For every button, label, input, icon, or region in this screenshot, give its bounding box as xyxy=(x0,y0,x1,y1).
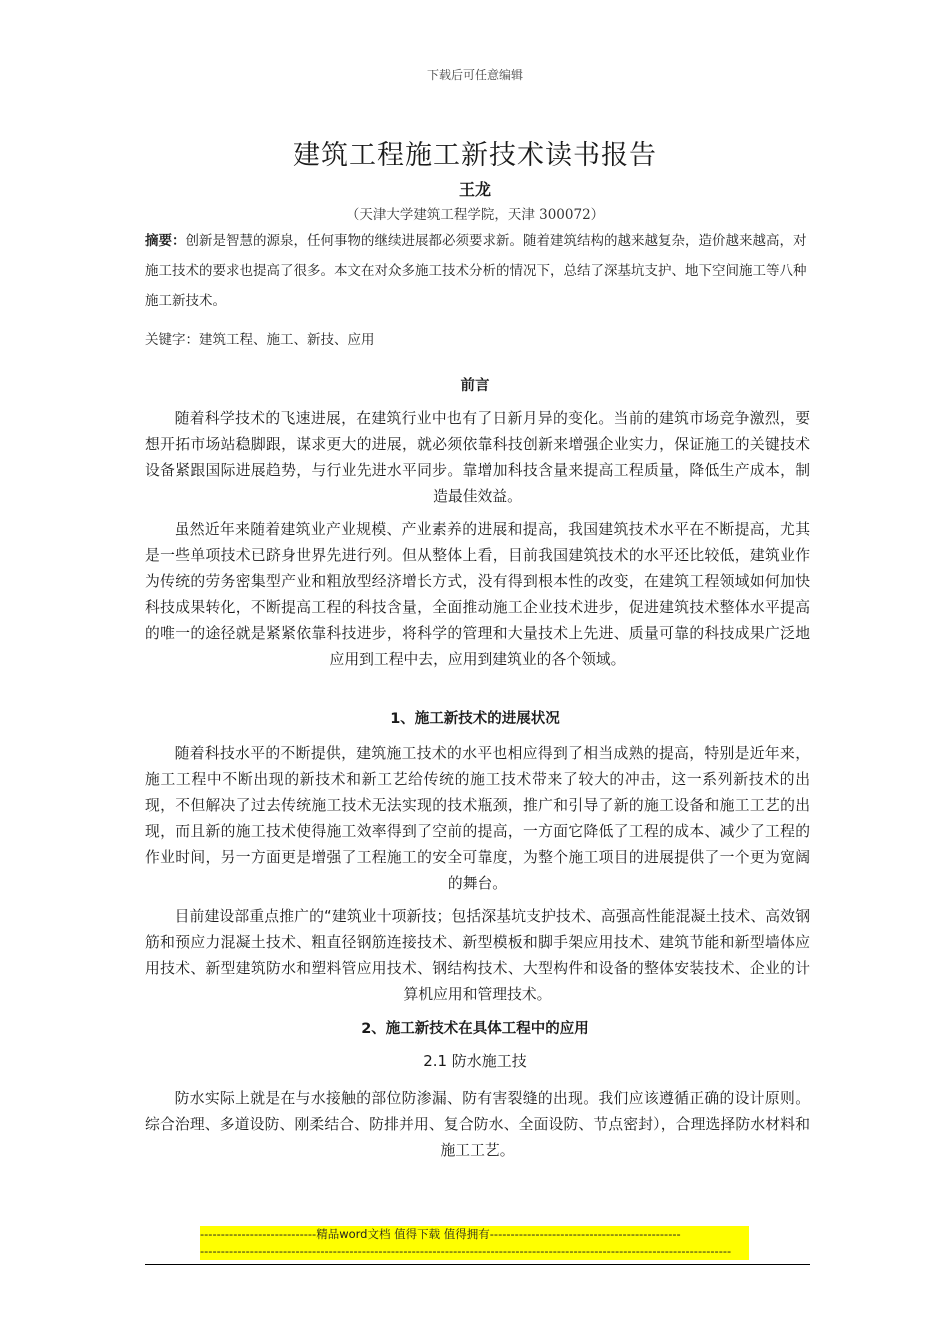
section-2-heading: 2、施工新技术在具体工程中的应用 xyxy=(361,1021,589,1037)
keywords: 关键字：建筑工程、施工、新技、应用 xyxy=(145,332,375,348)
preface-heading: 前言 xyxy=(460,378,490,394)
preface-paragraph-1: 随着科学技术的飞速进展，在建筑行业中也有了日新月异的变化。当前的建筑市场竞争激烈，要想开拓市场站稳脚跟，谋求更大的进展，就必须依靠科技创新来增强企业实力，保证施工的关键技术设备紧跟国际进展趋势，与行业先进水平同步。靠增加科技含量来提高工程质量，降低生产成本，制造最佳效益。 xyxy=(145,410,810,505)
author-affiliation: （天津大学建筑工程学院，天津 300072） xyxy=(345,207,605,223)
footer-rule xyxy=(145,1264,810,1265)
abstract xyxy=(145,226,810,316)
footer-line-2: -------------------------------------------------------------------------------------------------------------------------------- xyxy=(200,1244,732,1258)
section-2-1-paragraph-1: 防水实际上就是在与水接触的部位防渗漏、防有害裂缝的出现。我们应该遵循正确的设计原则。综合治理、多道设防、刚柔结合、防排并用、复合防水、全面设防、节点密封），合理选择防水材料和施工工艺。 xyxy=(145,1090,810,1159)
abstract-text: 创新是智慧的源泉，任何事物的继续进展都必须要求新。随着建筑结构的越来越复杂，造价越来越高，对施工技术的要求也提高了很多。本文在对众多施工技术分析的情况下，总结了深基坑支护、地下空间施工等八种施工新技术。 xyxy=(145,233,807,309)
section-1-paragraph-1: 随着科技水平的不断提供，建筑施工技术的水平也相应得到了相当成熟的提高，特别是近年来，施工工程中不断出现的新技术和新工艺给传统的施工技术带来了较大的冲击，这一系列新技术的出现，不但解决了过去传统施工技术无法实现的技术瓶颈，推广和引导了新的施工设备和施工工艺的出现，而且新的施工技术使得施工效率得到了空前的提高，一方面它降低了工程的成本、减少了工程的作业时间，另一方面更是增强了工程施工的安全可靠度，为整个施工项目的进展提供了一个更为宽阔的舞台。 xyxy=(145,745,810,892)
footer-banner xyxy=(200,1226,749,1260)
header-note: 下载后可任意编辑 xyxy=(426,68,523,82)
author-name: 王龙 xyxy=(458,180,491,199)
document-title: 建筑工程施工新技术读书报告 xyxy=(293,140,657,171)
preface-paragraph-2: 虽然近年来随着建筑业产业规模、产业素养的进展和提高，我国建筑技术水平在不断提高，尤其是一些单项技术已跻身世界先进行列。但从整体上看，目前我国建筑技术的水平还比较低，建筑业作为传统的劳务密集型产业和粗放型经济增长方式，没有得到根本性的改变，在建筑工程领域如何加快科技成果转化，不断提高工程的科技含量，全面推动施工企业技术进步，促进建筑技术整体水平提高的唯一的途径就是紧紧依靠科技进步，将科学的管理和大量技术上先进、质量可靠的科技成果广泛地应用到工程中去，应用到建筑业的各个领域。 xyxy=(145,521,810,668)
section-1-heading: 1、施工新技术的进展状况 xyxy=(390,711,560,727)
section-2-1-heading: 2.1 防水施工技 xyxy=(423,1052,527,1070)
abstract-label: 摘要： xyxy=(145,233,186,249)
footer-line-1: ----------------------------精品word文档 值得下载 值得拥有---------------------------------------------- xyxy=(200,1227,681,1241)
section-1-paragraph-2: 目前建设部重点推广的“建筑业十项新技；包括深基坑支护技术、高强高性能混凝土技术、高效钢筋和预应力混凝土技术、粗直径钢筋连接技术、新型模板和脚手架应用技术、建筑节能和新型墙体应用技术、新型建筑防水和塑料管应用技术、钢结构技术、大型构件和设备的整体安装技术、企业的计算机应用和管理技术。 xyxy=(145,908,810,1003)
